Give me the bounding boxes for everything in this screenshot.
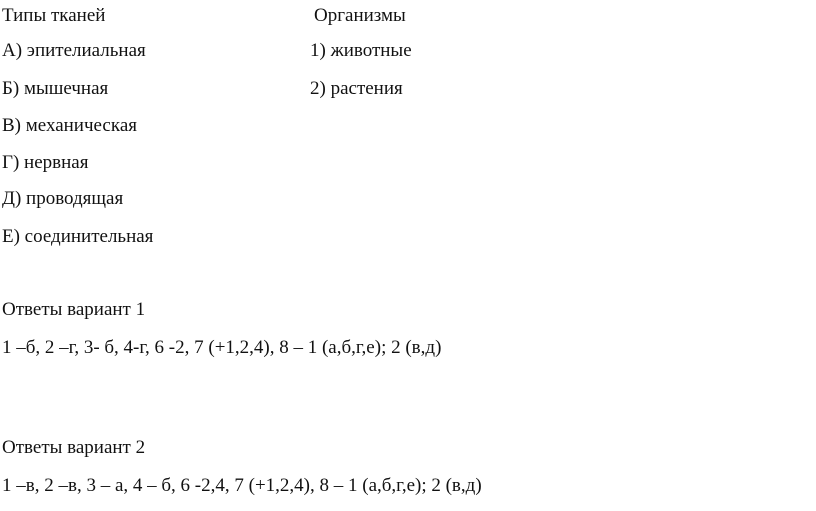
tissue-item-g: Г) нервная bbox=[2, 152, 89, 173]
organism-item-1: 1) животные bbox=[310, 40, 412, 61]
tissue-item-d: Д) проводящая bbox=[2, 188, 124, 209]
answers-variant-1-title: Ответы вариант 1 bbox=[2, 299, 146, 320]
answers-variant-1-text: 1 –б, 2 –г, 3- б, 4-г, 6 -2, 7 (+1,2,4), 8 – 1 (а,б,г,е); 2 (в,д) bbox=[2, 337, 442, 358]
tissue-types-heading: Типы тканей bbox=[2, 5, 106, 26]
tissue-item-v: В) механическая bbox=[2, 115, 137, 136]
tissue-item-e: Е) соединительная bbox=[2, 226, 154, 247]
tissue-item-a: А) эпителиальная bbox=[2, 40, 146, 61]
tissue-item-b: Б) мышечная bbox=[2, 78, 109, 99]
answers-variant-2-title: Ответы вариант 2 bbox=[2, 437, 146, 458]
organism-item-2: 2) растения bbox=[310, 78, 403, 99]
organisms-heading: Организмы bbox=[314, 5, 406, 26]
answers-variant-2-text: 1 –в, 2 –в, 3 – а, 4 – б, 6 -2,4, 7 (+1,2,4), 8 – 1 (а,б,г,е); 2 (в,д) bbox=[2, 475, 482, 496]
